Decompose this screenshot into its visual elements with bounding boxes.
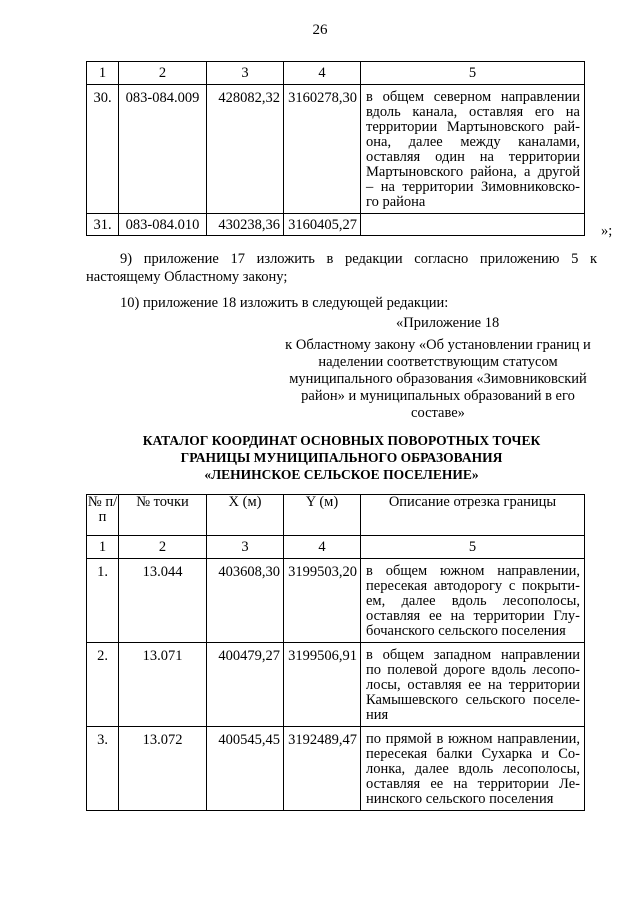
coordinates-table <box>86 494 585 811</box>
catalog-title <box>86 432 597 483</box>
appendix-title: «Приложение 18 <box>396 315 500 331</box>
page-number: 26 <box>312 22 328 38</box>
column-number: 3 <box>207 62 284 85</box>
x-coordinate: 428082,32 <box>207 85 284 214</box>
table-row <box>87 559 585 643</box>
segment-description <box>361 214 585 236</box>
column-number: 3 <box>207 536 284 559</box>
segment-description: в общем северном направлении вдоль канала, оставляя его на территории Мартыновского рай-она, далее между каналами, оставляя один на территории Мартыновского района, а другой – на территории Зимовниковско-го района <box>361 85 585 214</box>
appendix-heading <box>382 314 602 332</box>
table-row <box>87 727 585 811</box>
row-number: 1. <box>87 559 119 643</box>
column-number: 5 <box>361 62 585 85</box>
y-coordinate: 3199503,20 <box>284 559 361 643</box>
point-id: 13.072 <box>119 727 207 811</box>
column-number: 5 <box>361 536 585 559</box>
column-header: Описание отрезка границы <box>361 495 585 536</box>
point-id: 083-084.009 <box>119 85 207 214</box>
column-header: X (м) <box>207 495 284 536</box>
y-coordinate: 3192489,47 <box>284 727 361 811</box>
column-number: 2 <box>119 62 207 85</box>
coordinates-table-continuation <box>86 61 585 236</box>
paragraph-10: 10) приложение 18 изложить в следующей редакции: <box>120 295 449 311</box>
catalog-title-line: КАТАЛОГ КООРДИНАТ ОСНОВНЫХ ПОВОРОТНЫХ ТОЧЕК <box>142 433 541 448</box>
row-number: 2. <box>87 643 119 727</box>
column-header: № точки <box>119 495 207 536</box>
column-number: 1 <box>87 536 119 559</box>
catalog-title-line: ГРАНИЦЫ МУНИЦИПАЛЬНОГО ОБРАЗОВАНИЯ <box>180 450 503 465</box>
x-coordinate: 400479,27 <box>207 643 284 727</box>
column-header: № п/п <box>87 495 119 536</box>
segment-description: по прямой в южном направлении, пересекая балки Сухарка и Со-лонка, далее вдоль лесополосы, оставляя ее на территории Ле-нинского сельского поселения <box>361 727 585 811</box>
row-number: 31. <box>87 214 119 236</box>
y-coordinate: 3160278,30 <box>284 85 361 214</box>
table-row <box>87 214 585 236</box>
point-id: 083-084.010 <box>119 214 207 236</box>
x-coordinate: 430238,36 <box>207 214 284 236</box>
x-coordinate: 400545,45 <box>207 727 284 811</box>
table-row <box>87 643 585 727</box>
catalog-title-line: «ЛЕНИНСКОЕ СЕЛЬСКОЕ ПОСЕЛЕНИЕ» <box>204 467 479 482</box>
appendix-reference: к Областному закону «Об установлении границ и наделении соответствующим статусом муниципального образования «Зимовниковский район» и муниципальных образований в его составе» <box>285 337 591 421</box>
point-id: 13.071 <box>119 643 207 727</box>
column-header: Y (м) <box>284 495 361 536</box>
segment-description: в общем западном направлении по полевой дороге вдоль лесопо-лосы, оставляя ее на территории Камышевского сельского поселе-ния <box>361 643 585 727</box>
x-coordinate: 403608,30 <box>207 559 284 643</box>
column-number-row <box>87 62 585 85</box>
column-number: 1 <box>87 62 119 85</box>
segment-description: в общем южном направлении, пересекая автодорогу с покрыти-ем, далее вдоль лесополосы, оставляя ее на территории Глу-бочанского сельского поселения <box>361 559 585 643</box>
column-number: 4 <box>284 62 361 85</box>
row-number: 30. <box>87 85 119 214</box>
point-id: 13.044 <box>119 559 207 643</box>
column-header-row <box>87 495 585 536</box>
column-number-row <box>87 536 585 559</box>
y-coordinate: 3199506,91 <box>284 643 361 727</box>
column-number: 2 <box>119 536 207 559</box>
table-row <box>87 85 585 214</box>
y-coordinate: 3160405,27 <box>284 214 361 236</box>
paragraph-9: 9) приложение 17 изложить в редакции согласно приложению 5 к настоящему Областному закону; <box>86 251 597 285</box>
closing-quote-mark: »; <box>601 223 613 239</box>
row-number: 3. <box>87 727 119 811</box>
column-number: 4 <box>284 536 361 559</box>
